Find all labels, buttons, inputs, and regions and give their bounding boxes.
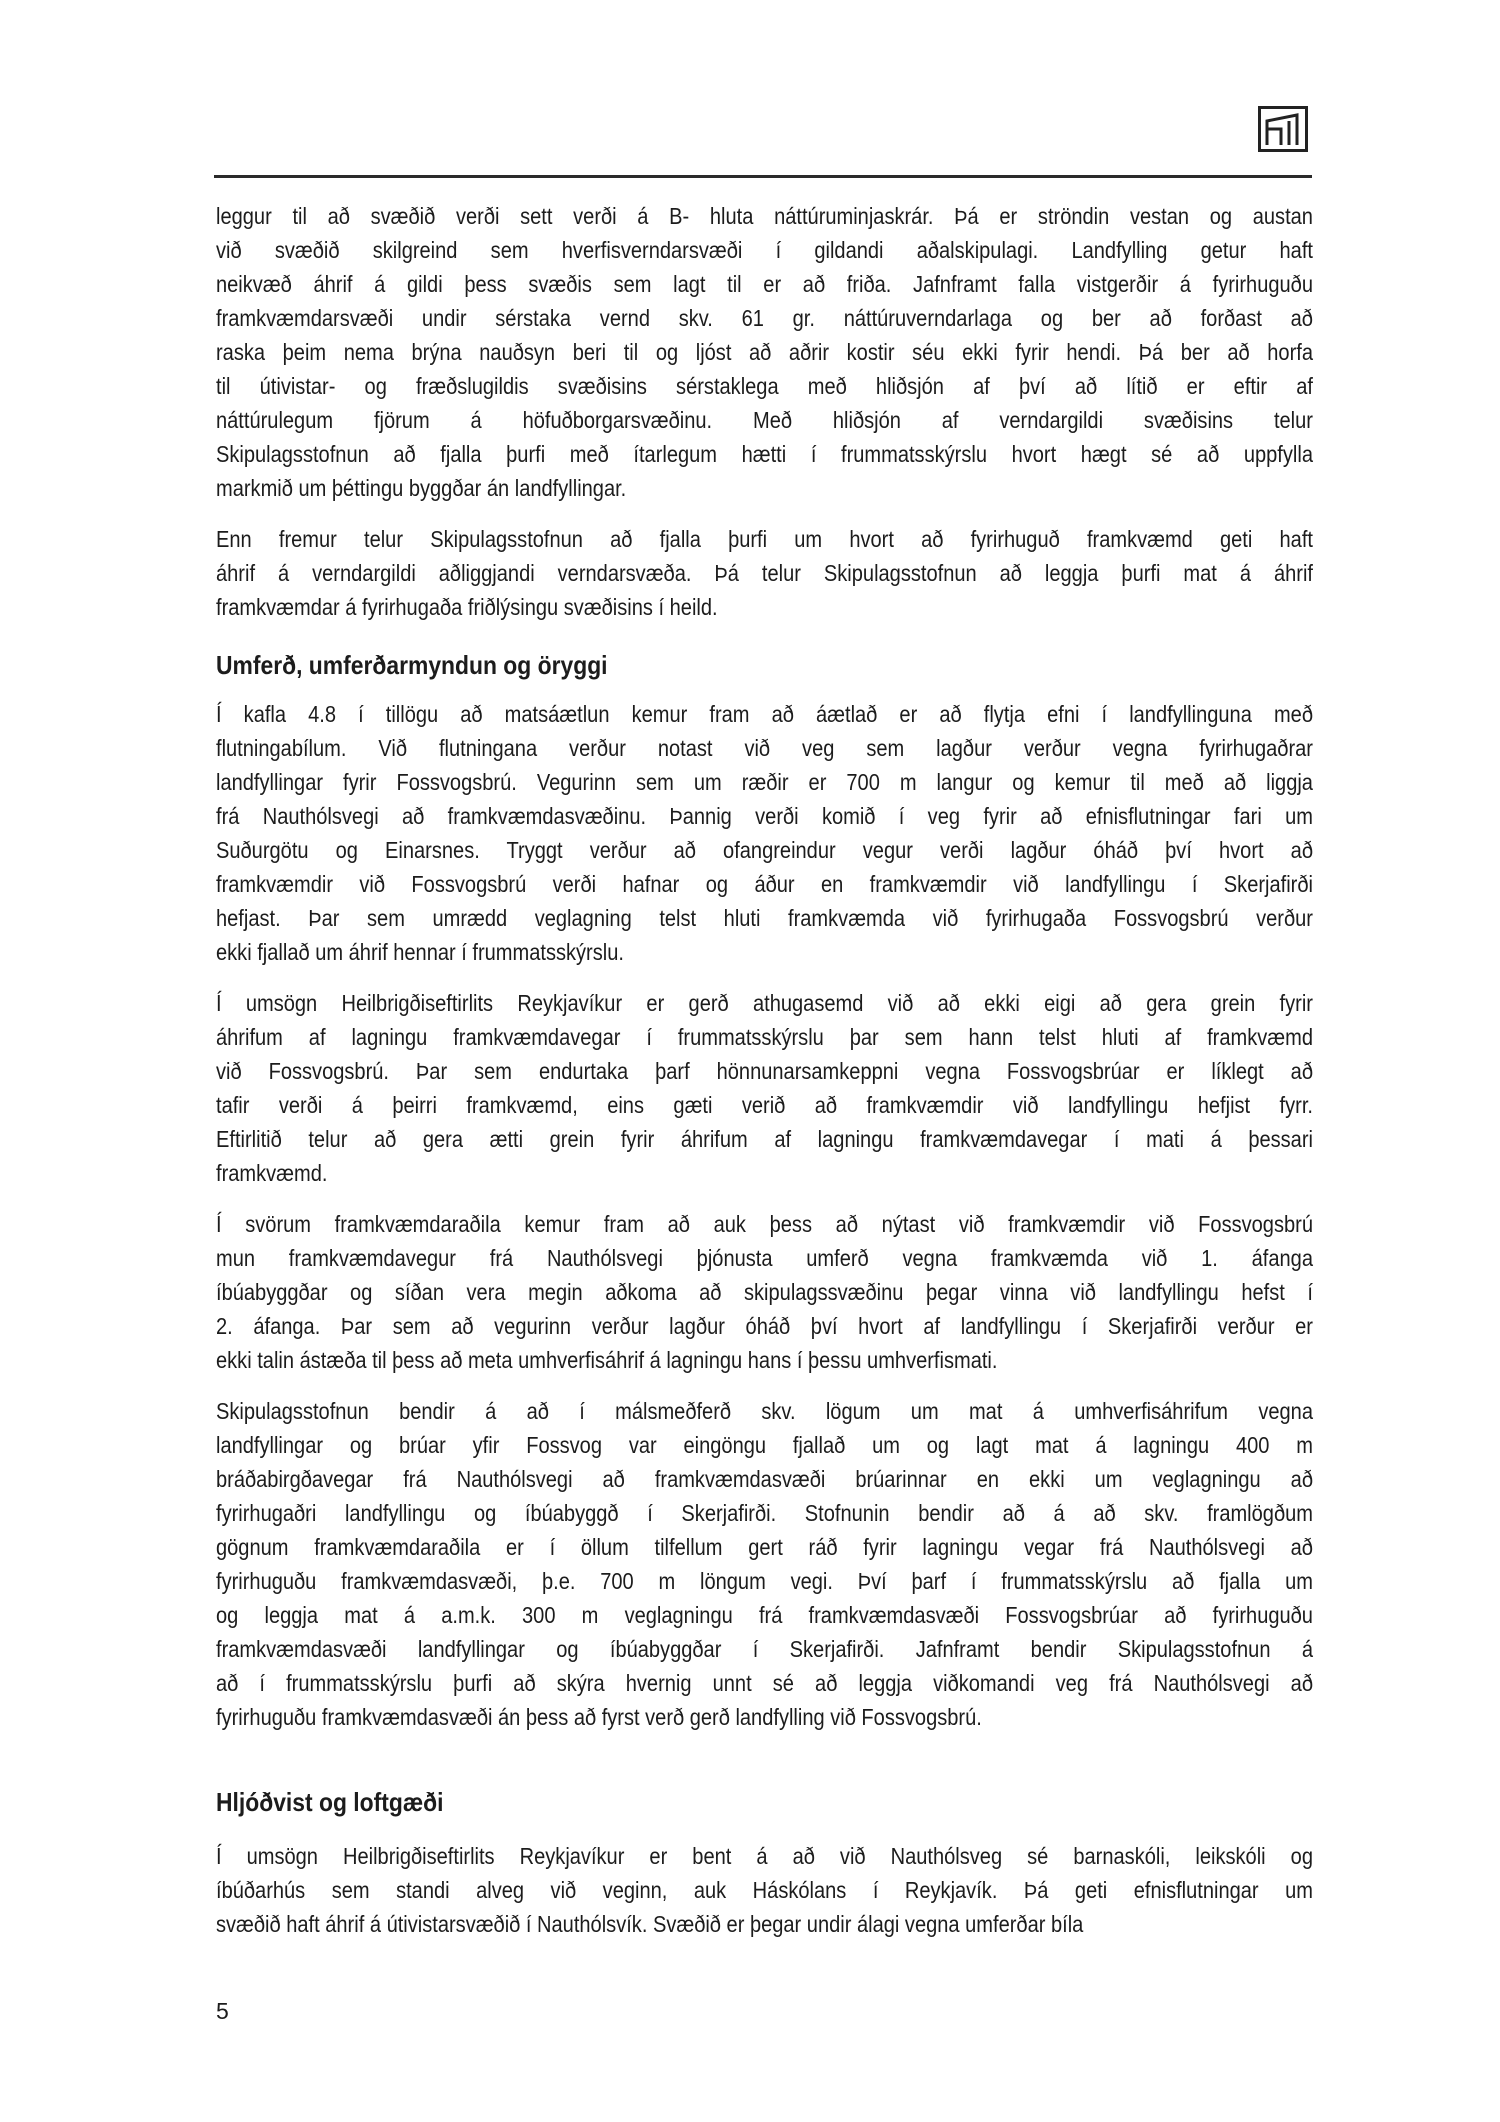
section-intro	[216, 199, 1313, 624]
text-line: fyrirhuguðu framkvæmdasvæði án þess að fyrst verð gerð landfylling við Fossvogsbrú.	[216, 1704, 982, 1730]
paragraph	[216, 697, 1313, 969]
text-line: áhrifum af lagningu framkvæmdavegar í frummatsskýrslu þar sem hann telst hluti af framkvæmd	[216, 1024, 1313, 1050]
text-line: raska þeim nema brýna nauðsyn beri til og ljóst að aðrir kostir séu ekki fyrir hendi. Þá ber að horfa	[216, 339, 1313, 365]
header-rule	[214, 175, 1312, 178]
paragraph	[216, 986, 1313, 1190]
text-line: við svæðið skilgreind sem hverfisverndarsvæði í gildandi aðalskipulagi. Landfylling getur haft	[216, 237, 1313, 263]
text-line: íbúabyggðar og síðan vera megin aðkoma að skipulagssvæðinu þegar vinna við landfyllingu hefst í	[216, 1279, 1313, 1305]
text-line: ekki fjallað um áhrif hennar í frummatsskýrslu.	[216, 939, 624, 965]
text-line: fyrirhuguðu framkvæmdasvæði, þ.e. 700 m löngum vegi. Því þarf í frummatsskýrslu að fjalla um	[216, 1568, 1313, 1594]
text-line: framkvæmdarsvæði undir sérstaka vernd skv. 61 gr. náttúruverndarlaga og ber að forðast að	[216, 305, 1313, 331]
text-line: fyrirhugaðri landfyllingu og íbúabyggð í Skerjafirði. Stofnunin bendir að á að skv. framlögðum	[216, 1500, 1313, 1526]
text-line: flutningabílum. Við flutningana verður notast við veg sem lagður verður vegna fyrirhugaðrar	[216, 735, 1313, 761]
text-line: Skipulagsstofnun bendir á að í málsmeðferð skv. lögum um mat á umhverfisáhrifum vegna	[216, 1398, 1313, 1424]
text-line: 2. áfanga. Þar sem að vegurinn verður lagður óháð því hvort af landfyllingu í Skerjafirði verður er	[216, 1313, 1313, 1339]
section-noise-air	[216, 1839, 1313, 1941]
text-line: við Fossvogsbrú. Þar sem endurtaka þarf hönnunarsamkeppni vegna Fossvogsbrúar er líklegt að	[216, 1058, 1313, 1084]
paragraph	[216, 199, 1313, 505]
text-line: íbúðarhús sem standi alveg við veginn, auk Háskólans í Reykjavík. Þá geti efnisflutningar um	[216, 1877, 1313, 1903]
text-line: Í kafla 4.8 í tillögu að matsáætlun kemur fram að áætlað er að flytja efni í landfyllinguna með	[216, 701, 1313, 727]
paragraph	[216, 1394, 1313, 1734]
section-heading-noise-air: Hljóðvist og loftgæði	[216, 1787, 444, 1817]
text-line: náttúrulegum fjörum á höfuðborgarsvæðinu. Með hliðsjón af verndargildi svæðisins telur	[216, 407, 1313, 433]
text-line: hefjast. Þar sem umrædd veglagning telst hluti framkvæmda við fyrirhugaða Fossvogsbrú verður	[216, 905, 1313, 931]
text-line: landfyllingar fyrir Fossvogsbrú. Vegurinn sem um ræðir er 700 m langur og kemur til með að liggja	[216, 769, 1313, 795]
section-heading-traffic: Umferð, umferðarmyndun og öryggi	[216, 650, 608, 680]
text-line: og leggja mat á a.m.k. 300 m veglagningu frá framkvæmdasvæði Fossvogsbrúar að fyrirhuguðu	[216, 1602, 1313, 1628]
text-line: framkvæmd.	[216, 1160, 328, 1186]
text-line: Enn fremur telur Skipulagsstofnun að fjalla þurfi um hvort að fyrirhuguð framkvæmd geti haft	[216, 526, 1313, 552]
text-line: Eftirlitið telur að gera ætti grein fyrir áhrifum af lagningu framkvæmdavegar í mati á þessari	[216, 1126, 1313, 1152]
text-line: mun framkvæmdavegur frá Nauthólsvegi þjónusta umferð vegna framkvæmda við 1. áfanga	[216, 1245, 1313, 1271]
text-line: framkvæmdar á fyrirhugaða friðlýsingu svæðisins í heild.	[216, 594, 718, 620]
text-line: bráðabirgðavegar frá Nauthólsvegi að framkvæmdasvæði brúarinnar en ekki um veglagningu að	[216, 1466, 1313, 1492]
text-line: markmið um þéttingu byggðar án landfyllingar.	[216, 475, 627, 501]
text-line: neikvæð áhrif á gildi þess svæðis sem lagt til er að friða. Jafnframt falla vistgerðir á fyrirhuguðu	[216, 271, 1313, 297]
text-line: Í umsögn Heilbrigðiseftirlits Reykjavíkur er bent á að við Nauthólsveg sé barnaskóli, leikskóli og	[216, 1843, 1313, 1869]
text-line: Suðurgötu og Einarsnes. Tryggt verður að ofangreindur vegur verði lagður óháð því hvort að	[216, 837, 1313, 863]
text-line: Í umsögn Heilbrigðiseftirlits Reykjavíkur er gerð athugasemd við að ekki eigi að gera grein fyrir	[216, 990, 1313, 1016]
page-number: 5	[216, 1998, 229, 2024]
text-line: leggur til að svæðið verði sett verði á B- hluta náttúruminjaskrár. Þá er ströndin vestan og austan	[216, 203, 1313, 229]
text-line: tafir verði á þeirri framkvæmd, eins gæti verið að framkvæmdir við landfyllingu hefjist fyrr.	[216, 1092, 1313, 1118]
section-traffic	[216, 697, 1313, 1734]
text-line: svæðið haft áhrif á útivistarsvæðið í Nauthólsvík. Svæðið er þegar undir álagi vegna umferðar bíla	[216, 1911, 1084, 1937]
text-line: að í frummatsskýrslu þurfi að skýra hvernig unnt sé að leggja viðkomandi veg frá Nauthólsvegi að	[216, 1670, 1313, 1696]
paragraph	[216, 1839, 1313, 1941]
text-line: gögnum framkvæmdaraðila er í öllum tilfellum gert ráð fyrir lagningu vegar frá Nauthólsvegi að	[216, 1534, 1313, 1560]
text-line: framkvæmdir við Fossvogsbrú verði hafnar og áður en framkvæmdir við landfyllingu í Skerjafirði	[216, 871, 1313, 897]
text-line: frá Nauthólsvegi að framkvæmdasvæðinu. Þannig verði komið í veg fyrir að efnisflutningar fari um	[216, 803, 1313, 829]
text-line: Í svörum framkvæmdaraðila kemur fram að auk þess að nýtast við framkvæmdir við Fossvogsbrú	[216, 1211, 1313, 1237]
text-line: Skipulagsstofnun að fjalla þurfi með ítarlegum hætti í frummatsskýrslu hvort hægt sé að uppfylla	[216, 441, 1313, 467]
text-line: framkvæmdasvæði landfyllingar og íbúabyggðar í Skerjafirði. Jafnframt bendir Skipulagsstofnun á	[216, 1636, 1313, 1662]
document-body	[216, 199, 1313, 1958]
text-line: áhrif á verndargildi aðliggjandi verndarsvæða. Þá telur Skipulagsstofnun að leggja þurfi mat á áhrif	[216, 560, 1313, 586]
text-line: landfyllingar og brúar yfir Fossvog var eingöngu fjallað um og lagt mat á lagningu 400 m	[216, 1432, 1313, 1458]
paragraph	[216, 1207, 1313, 1377]
text-line: til útivistar- og fræðslugildis svæðisins sérstaklega með hliðsjón af því að lítið er eftir af	[216, 373, 1313, 399]
paragraph	[216, 522, 1313, 624]
logo-icon	[1258, 106, 1308, 152]
text-line: ekki talin ástæða til þess að meta umhverfisáhrif á lagningu hans í þessu umhverfismati.	[216, 1347, 998, 1373]
